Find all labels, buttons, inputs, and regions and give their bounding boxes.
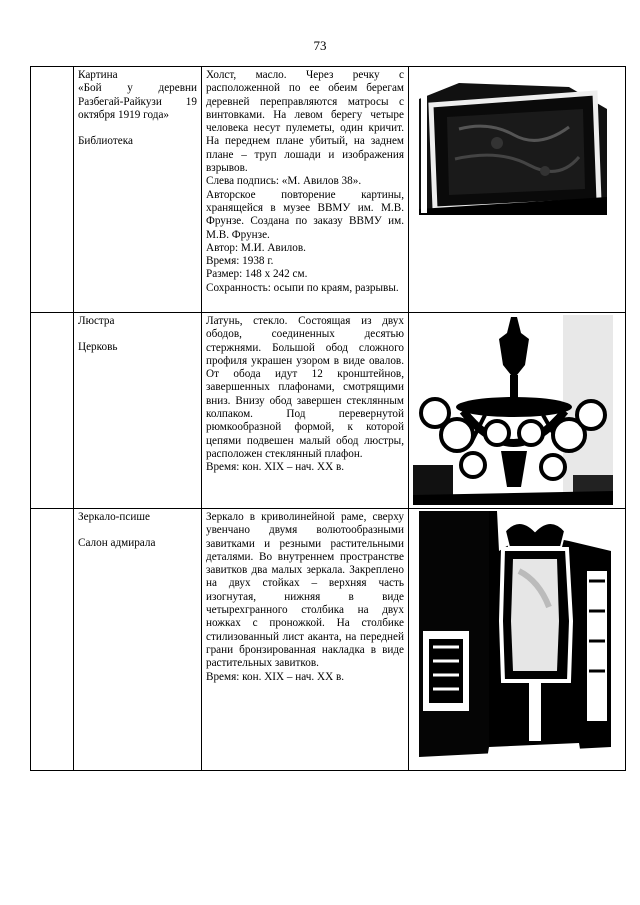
item-location: Церковь xyxy=(78,341,118,354)
row-number-cell xyxy=(31,509,74,771)
item-type: Картина xyxy=(78,69,118,81)
item-name-cell xyxy=(74,313,202,509)
table-row xyxy=(31,509,626,771)
item-name-cell xyxy=(74,509,202,771)
description-paragraph: Время: кон. XIX – нач. XX в. xyxy=(206,670,345,683)
catalog-table xyxy=(30,66,626,771)
description-paragraph: Сохранность: осыпи по краям, разрывы. xyxy=(206,281,399,294)
mirror-photo xyxy=(419,511,611,767)
row-number-cell xyxy=(31,67,74,313)
item-description-cell xyxy=(202,67,409,313)
painting-photo xyxy=(419,69,607,215)
description-paragraph: Зеркало в криволинейной раме, сверху увенчано двумя волютообразными завитками и резными растительными деталями. Во внутреннем пространстве завитков два малых зеркала. Закреплено на двух стойках – верхняя часть изогнутая, нижняя в виде четырехгранного столбика на двух ножках с проножкой. На столбике стилизованный лист аканта, на передней грани бронзированная накладка в виде растительных завитков. xyxy=(206,511,404,670)
item-location: Библиотека xyxy=(78,135,133,148)
item-name-cell xyxy=(74,67,202,313)
photo-cell xyxy=(409,509,626,771)
item-type: Зеркало-псише xyxy=(78,511,150,523)
item-title: «Бой у деревни Разбегай-Райкузи 19 октября 1919 года» xyxy=(78,82,197,121)
photo-cell xyxy=(409,313,626,509)
item-location: Салон адмирала xyxy=(78,537,156,550)
table-row xyxy=(31,67,626,313)
description-paragraph: Автор: М.И. Авилов. xyxy=(206,241,306,254)
description-paragraph: Слева подпись: «М. Авилов 38». xyxy=(206,175,362,188)
description-paragraph: Латунь, стекло. Состоящая из двух ободов, соединенных десятью стержнями. Большой обод сложного профиля украшен узором в виде овалов. От обода идут 12 кронштейнов, завершенных плафонами, смотрящими вниз. Внизу обод завершен стеклянным колпаком. Под перевернутой рюмкообразной формой, к которой цепями подвешен малый обод люстры, расположен стеклянный плафон. xyxy=(206,315,404,460)
photo-cell xyxy=(409,67,626,313)
description-paragraph: Размер: 148 х 242 см. xyxy=(206,268,308,281)
description-paragraph: Время: кон. XIX – нач. XX в. xyxy=(206,461,345,474)
chandelier-photo xyxy=(413,315,613,505)
description-paragraph: Время: 1938 г. xyxy=(206,255,274,268)
row-number-cell xyxy=(31,313,74,509)
table-row xyxy=(31,313,626,509)
item-description-cell xyxy=(202,509,409,771)
description-paragraph: Авторское повторение картины, хранящейся в музее ВВМУ им. М.В. Фрунзе. Создана по заказу ВВМУ им. М.В. Фрунзе. xyxy=(206,188,404,241)
item-type: Люстра xyxy=(78,315,115,327)
page-number: 73 xyxy=(313,38,327,53)
item-description-cell xyxy=(202,313,409,509)
description-paragraph: Холст, масло. Через речку с расположенной по ее обеим берегам деревней переправляются матросы с винтовками. На левом берегу четыре человека несут пулеметы, один кричит. На переднем плане убитый, на заднем плане – труп лошади и изображения взрывов. xyxy=(206,69,404,175)
